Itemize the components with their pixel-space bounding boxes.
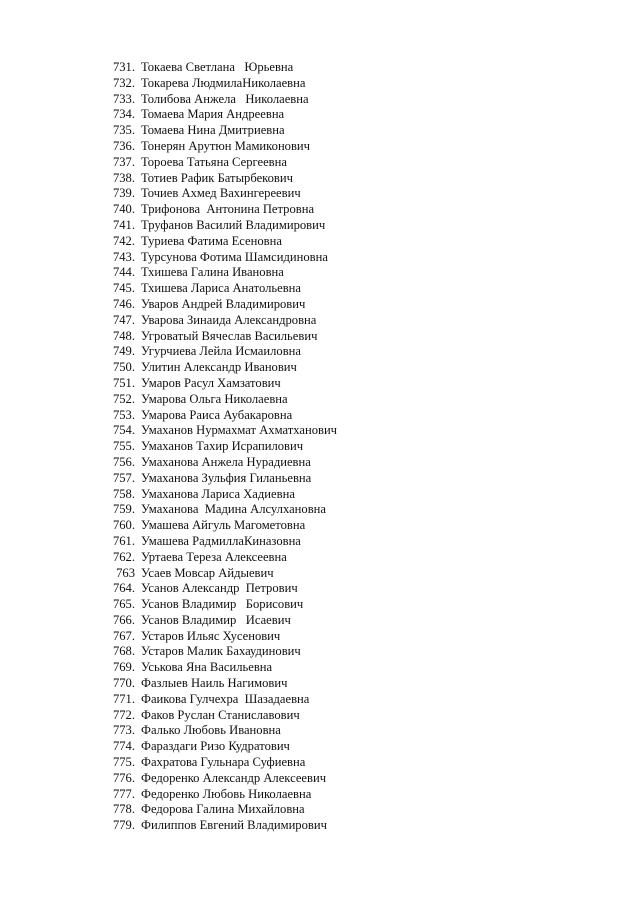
entry-number: 756. (112, 454, 135, 469)
list-item (104, 329, 337, 345)
entry-number: 744. (112, 265, 135, 280)
entry-number: 732. (112, 75, 135, 90)
entry-name: Усанов Владимир Исаевич (141, 612, 291, 627)
entry-number: 748. (112, 328, 135, 343)
entry-number: 742. (112, 233, 135, 248)
list-item (104, 644, 337, 660)
entry-name: Умаханова Анжела Нурадиевна (141, 454, 311, 469)
list-item (104, 123, 337, 139)
entry-number: 767. (112, 628, 135, 643)
list-item (104, 60, 337, 76)
entry-number: 755. (112, 439, 135, 454)
list-item (104, 613, 337, 629)
entry-name: Филиппов Евгений Владимирович (141, 818, 327, 833)
entry-number: 751. (112, 375, 135, 390)
list-item (104, 581, 337, 597)
entry-name: Умарова Раиса Аубакаровна (141, 407, 293, 422)
entry-number: 733. (112, 91, 135, 106)
entry-name: Тороева Татьяна Сергеевна (141, 154, 287, 169)
entry-number: 769. (112, 660, 135, 675)
entry-name: Толибова Анжела Николаевна (141, 91, 309, 106)
list-item (104, 739, 337, 755)
list-item (104, 787, 337, 803)
entry-number: 750. (112, 360, 135, 375)
entry-name: Томаева Нина Дмитриевна (141, 123, 285, 138)
list-item (104, 76, 337, 92)
entry-name: Трифонова Антонина Петровна (141, 202, 315, 217)
entry-number: 746. (112, 296, 135, 311)
entry-name: Уськова Яна Васильевна (141, 660, 273, 675)
entry-name: Точиев Ахмед Вахингереевич (141, 186, 301, 201)
list-item (104, 234, 337, 250)
list-item (104, 392, 337, 408)
entry-number: 770. (112, 676, 135, 691)
entry-name: Умарова Ольга Николаевна (141, 391, 288, 406)
entry-number: 752. (112, 391, 135, 406)
entry-number: 763 (116, 565, 135, 580)
entry-name: Туриева Фатима Есеновна (141, 233, 282, 248)
entry-name: Умаханова Лариса Хадиевна (141, 486, 295, 501)
list-item (104, 471, 337, 487)
list-item (104, 723, 337, 739)
entry-name: Умаханов Тахир Исрапилович (141, 439, 304, 454)
entry-number: 754. (112, 423, 135, 438)
entry-name: Токарева ЛюдмилаНиколаевна (141, 75, 306, 90)
entry-number: 743. (112, 249, 135, 264)
list-item (104, 597, 337, 613)
entry-name: Усанов Владимир Борисович (141, 597, 304, 612)
list-item (104, 155, 337, 171)
entry-name: Токаева Светлана Юрьевна (141, 60, 294, 74)
list-item (104, 566, 337, 582)
entry-number: 778. (112, 802, 135, 817)
list-item (104, 297, 337, 313)
entry-number: 734. (112, 107, 135, 122)
list-item (104, 755, 337, 771)
list-item (104, 771, 337, 787)
list-item (104, 692, 337, 708)
entry-name: Фалько Любовь Ивановна (141, 723, 281, 738)
entry-number: 774. (112, 739, 135, 754)
entry-number: 758. (112, 486, 135, 501)
entry-name: Фахратова Гульнара Суфиевна (141, 755, 306, 770)
entry-name: Тхишева Галина Ивановна (141, 265, 284, 280)
entry-name: Труфанов Василий Владимирович (141, 217, 326, 232)
entry-name: Умашева Айгуль Магометовна (141, 518, 306, 533)
entry-name: Умашева РадмиллаКиназовна (141, 533, 301, 548)
entry-name: Умаханова Мадина Алсулхановна (141, 502, 326, 517)
list-item (104, 455, 337, 471)
entry-name: Тонерян Арутюн Мамиконович (141, 138, 311, 153)
entry-name: Федорова Галина Михайловна (141, 802, 305, 817)
entry-number: 776. (112, 770, 135, 785)
list-item (104, 518, 337, 534)
entry-number: 745. (112, 281, 135, 296)
entry-number: 762. (112, 549, 135, 564)
entry-number: 772. (112, 707, 135, 722)
entry-number: 775. (112, 755, 135, 770)
entry-number: 737. (112, 154, 135, 169)
entry-name: Фаикова Гулчехра Шазадаевна (141, 691, 310, 706)
entry-number: 760. (112, 518, 135, 533)
name-list (104, 60, 337, 834)
list-item (104, 281, 337, 297)
list-item (104, 487, 337, 503)
entry-name: Тотиев Рафик Батырбекович (141, 170, 293, 185)
entry-name: Угроватый Вячеслав Васильевич (141, 328, 318, 343)
entry-number: 738. (112, 170, 135, 185)
entry-name: Уртаева Тереза Алексеевна (141, 549, 287, 564)
entry-number: 739. (112, 186, 135, 201)
list-item (104, 344, 337, 360)
list-item (104, 550, 337, 566)
entry-number: 740. (112, 202, 135, 217)
entry-number: 768. (112, 644, 135, 659)
list-item (104, 439, 337, 455)
entry-name: Усаев Мовсар Айдыевич (141, 565, 274, 580)
list-item (104, 708, 337, 724)
entry-name: Тхишева Лариса Анатольевна (141, 281, 302, 296)
entry-name: Угурчиева Лейла Исмаиловна (141, 344, 301, 359)
list-item (104, 313, 337, 329)
entry-name: Умаханов Нурмахмат Ахматханович (141, 423, 338, 438)
list-item (104, 186, 337, 202)
entry-name: Турсунова Фотима Шамсидиновна (141, 249, 328, 264)
entry-number: 771. (112, 691, 135, 706)
entry-name: Федоренко Александр Алексеевич (141, 770, 327, 785)
list-item (104, 660, 337, 676)
list-item (104, 629, 337, 645)
entry-number: 731. (112, 60, 135, 74)
entry-name: Усанов Александр Петрович (141, 581, 298, 596)
list-item (104, 376, 337, 392)
entry-name: Уваров Андрей Владимирович (141, 296, 306, 311)
entry-number: 757. (112, 470, 135, 485)
entry-number: 759. (112, 502, 135, 517)
entry-name: Федоренко Любовь Николаевна (141, 786, 312, 801)
entry-number: 753. (112, 407, 135, 422)
entry-name: Умаханова Зульфия Гиланьевна (141, 470, 312, 485)
list-item (104, 139, 337, 155)
entry-number: 735. (112, 123, 135, 138)
list-item (104, 534, 337, 550)
list-item (104, 423, 337, 439)
entry-name: Факов Руслан Станиславович (141, 707, 300, 722)
entry-name: Фараздаги Ризо Кудратович (141, 739, 290, 754)
list-item (104, 171, 337, 187)
entry-number: 741. (112, 217, 135, 232)
entry-name: Улитин Александр Иванович (141, 360, 297, 375)
list-item (104, 218, 337, 234)
list-item (104, 107, 337, 123)
entry-number: 761. (112, 533, 135, 548)
list-item (104, 818, 337, 834)
entry-name: Фазлыев Наиль Нагимович (141, 676, 288, 691)
list-item (104, 202, 337, 218)
entry-name: Устаров Малик Бахаудинович (141, 644, 301, 659)
list-item (104, 408, 337, 424)
list-item (104, 250, 337, 266)
entry-name: Устаров Ильяс Хусенович (141, 628, 281, 643)
entry-number: 765. (112, 597, 135, 612)
entry-number: 736. (112, 138, 135, 153)
list-item (104, 802, 337, 818)
entry-name: Умаров Расул Хамзатович (141, 375, 281, 390)
entry-number: 773. (112, 723, 135, 738)
entry-number: 749. (112, 344, 135, 359)
list-item (104, 676, 337, 692)
list-item (104, 502, 337, 518)
entry-name: Уварова Зинаида Александровна (141, 312, 317, 327)
entry-name: Томаева Мария Андреевна (141, 107, 285, 122)
list-item (104, 92, 337, 108)
entry-number: 764. (112, 581, 135, 596)
entry-number: 766. (112, 612, 135, 627)
list-item (104, 265, 337, 281)
entry-number: 779. (112, 818, 135, 833)
list-item (104, 360, 337, 376)
entry-number: 747. (112, 312, 135, 327)
entry-number: 777. (112, 786, 135, 801)
